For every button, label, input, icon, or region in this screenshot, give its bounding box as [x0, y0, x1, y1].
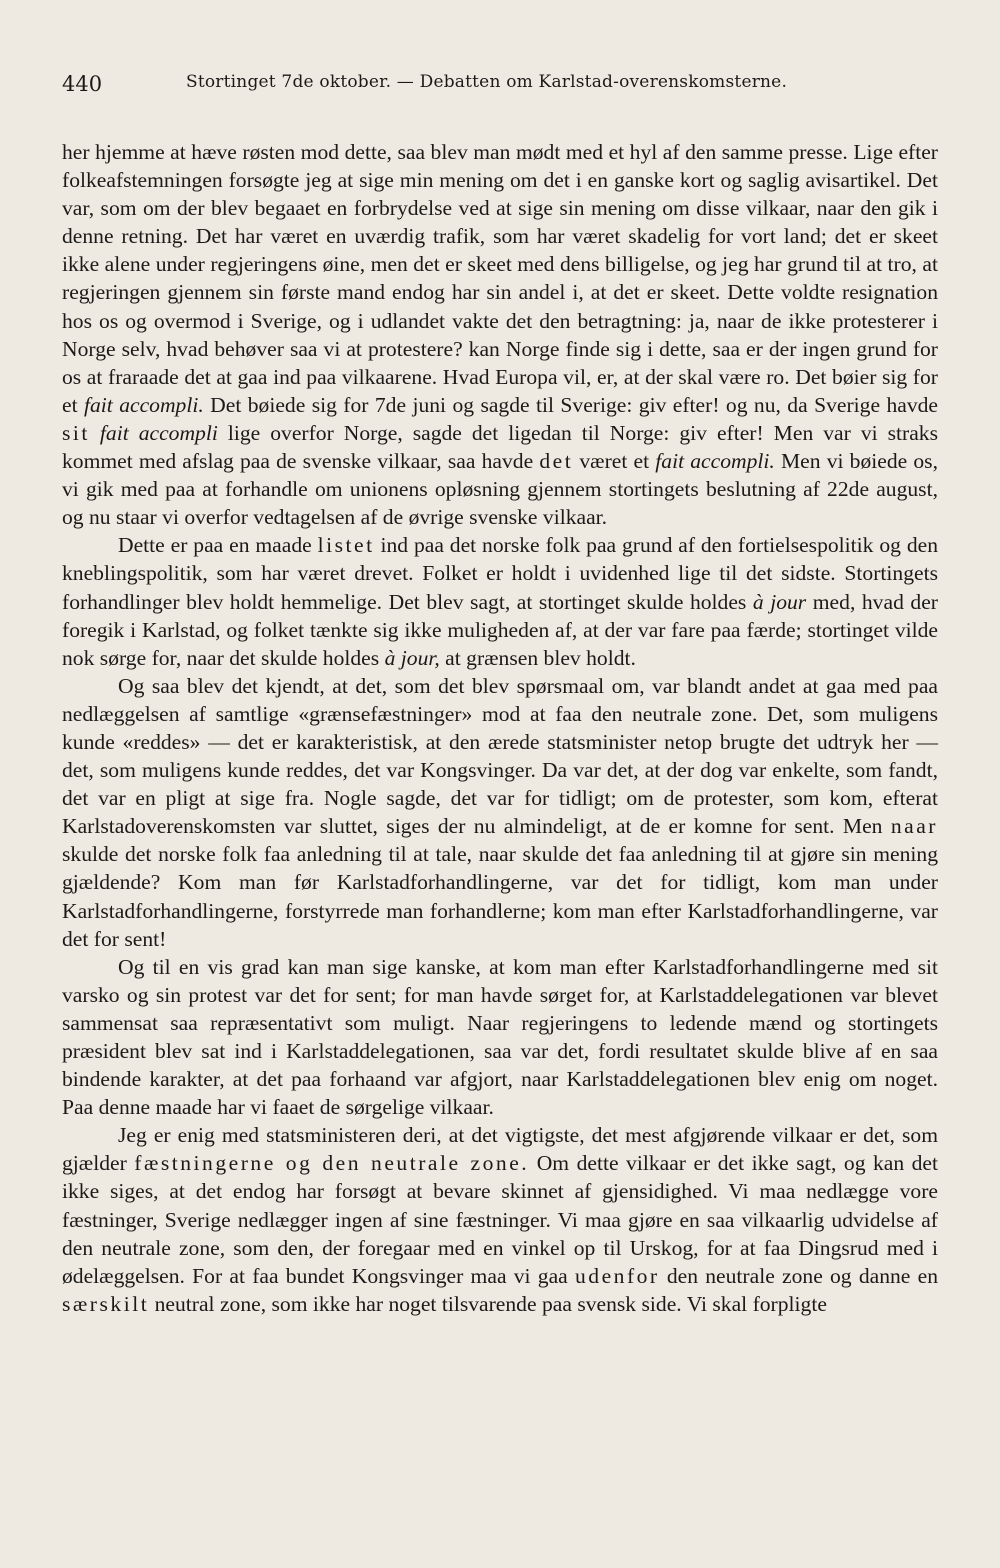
text-run: Jeg er enig med statsministeren deri, at det vigtigste, det mest afgjørende vilkaar er det, som gjælder	[62, 1123, 938, 1176]
paragraph	[62, 531, 938, 671]
spaced-emphasis-run: naar	[890, 814, 938, 839]
spaced-emphasis-run: fæstningerne og den neutrale zone.	[134, 1151, 530, 1176]
spaced-emphasis-run: listet	[317, 533, 375, 558]
italic-run: à jour	[752, 589, 807, 614]
page-number: 440	[62, 72, 103, 96]
paragraph	[62, 138, 938, 531]
italic-run: fait accompli.	[84, 392, 204, 417]
text-run: med, hvad der foregik i Karlstad, og folket tænkte sig ikke muligheden af, at der var fare paa færde; stortinget vilde nok sørge for, naar det skulde holdes	[62, 589, 938, 670]
text-run: den neutrale zone og danne en	[659, 1263, 938, 1288]
text-run: Og til en vis grad kan man sige kanske, at kom man efter Karlstadforhandlingerne med sit varsko og sin protest var det for sent; for man havde sørget for, at Karlstaddelegationen var blevet sammensat saa repræsentativt som muligt. Naar regjeringens to ledende mænd og stortingets præsident blev sat ind i Karlstaddelegationen, saa var det, fordi resultatet skulde blive af en saa bindende karakter, at det paa forhaand var afgjort, naar Karlstaddelegationen blev enig om noget. Paa denne maade har vi faaet de sørgelige vilkaar.	[62, 954, 938, 1120]
text-run: Dette er paa en maade	[118, 533, 318, 558]
text-run: Det bøiede sig for 7de juni og sagde til Sverige: giv efter! og nu, da Sverige havde	[203, 392, 939, 417]
text-run: ind paa det norske folk paa grund af den fortielsespolitik og den kneblingspolitik, som har været drevet. Folket er holdt i uvidenhed lige til det sidste. Stortingets forhandlinger blev holdt hemmelige. Det blev sagt, at stortinget skulde holdes	[62, 533, 938, 614]
text-run: at grænsen blev holdt.	[439, 645, 636, 670]
spaced-emphasis-run: det	[539, 449, 574, 474]
spaced-emphasis-run: særskilt	[62, 1291, 150, 1316]
spaced-emphasis-run: sit	[62, 420, 90, 445]
body-text	[62, 138, 938, 1318]
paragraph	[62, 953, 938, 1122]
italic-run: à jour,	[384, 645, 440, 670]
spaced-emphasis-run: udenfor	[574, 1263, 660, 1288]
text-run: Og saa blev det kjendt, at det, som det blev spørsmaal om, var blandt andet at gaa med paa nedlæggelsen af samtlige «grænsefæstninger» mod at faa den neutrale zone. Det, som muligens kunde «reddes» — det er karakteristisk, at den ærede statsminister netop brugte det udtryk her — det, som muligens kunde reddes, det var Kongsvinger. Da var det, at der dog var enkelte, som fandt, det var en pligt at sige fra. Nogle sagde, det var for tidligt; om de protester, som kom, efterat Karlstadoverenskomsten var sluttet, siges der nu almindeligt, at de er komne for sent. Men	[62, 673, 938, 839]
text-run: lige overfor Norge, sagde det ligedan til Norge: giv efter! Men var vi straks kommet med afslag paa de svenske vilkaar, saa havde	[62, 420, 938, 474]
text-run: Om dette vilkaar er det ikke sagt, og kan det ikke siges, at det endog har forsøgt at bevare skinnet af gjensidighed. Vi maa nedlægge vore fæstninger, Sverige nedlægger ingen af sine fæstninger. Vi maa gjøre en saa vilkaarlig udvidelse af den neutrale zone, som den, der foregaar med en vinkel op til Urskog, for at faa Dingsrud med i ødelæggelsen. For at faa bundet Kongsvinger maa vi gaa	[62, 1151, 939, 1288]
running-title: Stortinget 7de oktober. — Debatten om Karlstad-overenskomsterne.	[186, 72, 788, 92]
text-run: skulde det norske folk faa anledning til at tale, naar skulde det faa anledning til at gjøre sin mening gjældende? Kom man før Karlstadforhandlingerne, var det for tidligt, kom man under Karlstadforhandlingerne, forstyrrede man forhandlerne; kom man efter Karlstadforhandlingerne, var det for sent!	[62, 842, 938, 951]
text-run: Men vi bøiede os, vi gik med paa at forhandle om unionens opløsning gjennem stortingets beslutning af 22de august, og nu staar vi overfor vedtagelsen af de øvrige svenske vilkaar.	[62, 449, 938, 530]
text-run: her hjemme at hæve røsten mod dette, saa blev man mødt med et hyl af den samme presse. Lige efter folkeafstemningen forsøgte jeg at sige min mening om det i en ganske kort og saglig avisartikel. Det var, som om der blev begaaet en forbrydelse ved at sige sin mening om disse vilkaar, naar den gik i denne retning. Det har været en uværdig trafik, som har været skadelig for vort land; det er skeet ikke alene under regjeringens øine, men det er skeet med dens billigelse, og jeg har grund til at tro, at regjeringen gjennem sin første mand endog har sin andel i, at det er skeet. Dette voldte resignation hos os og overmod i Sverige, og i udlandet vakte det den betragtning: ja, naar de ikke protesterer i Norge selv, hvad behøver saa vi at protestere? kan Norge finde sig i dette, saa er der ingen grund for os at fraraade det at gaa ind paa vilkaarene. Hvad Europa vil, er, at der skal være ro. Det bøier sig for et	[62, 140, 938, 417]
text-run: været et	[573, 449, 656, 474]
italic-run: fait accompli.	[655, 449, 775, 474]
paragraph	[62, 1121, 938, 1318]
italic-run: fait accompli	[99, 420, 218, 445]
page-header	[62, 66, 938, 102]
text-run: neutral zone, som ikke har noget tilsvarende paa svensk side. Vi skal forpligte	[149, 1291, 827, 1316]
paragraph	[62, 672, 938, 953]
text-run	[90, 421, 100, 445]
